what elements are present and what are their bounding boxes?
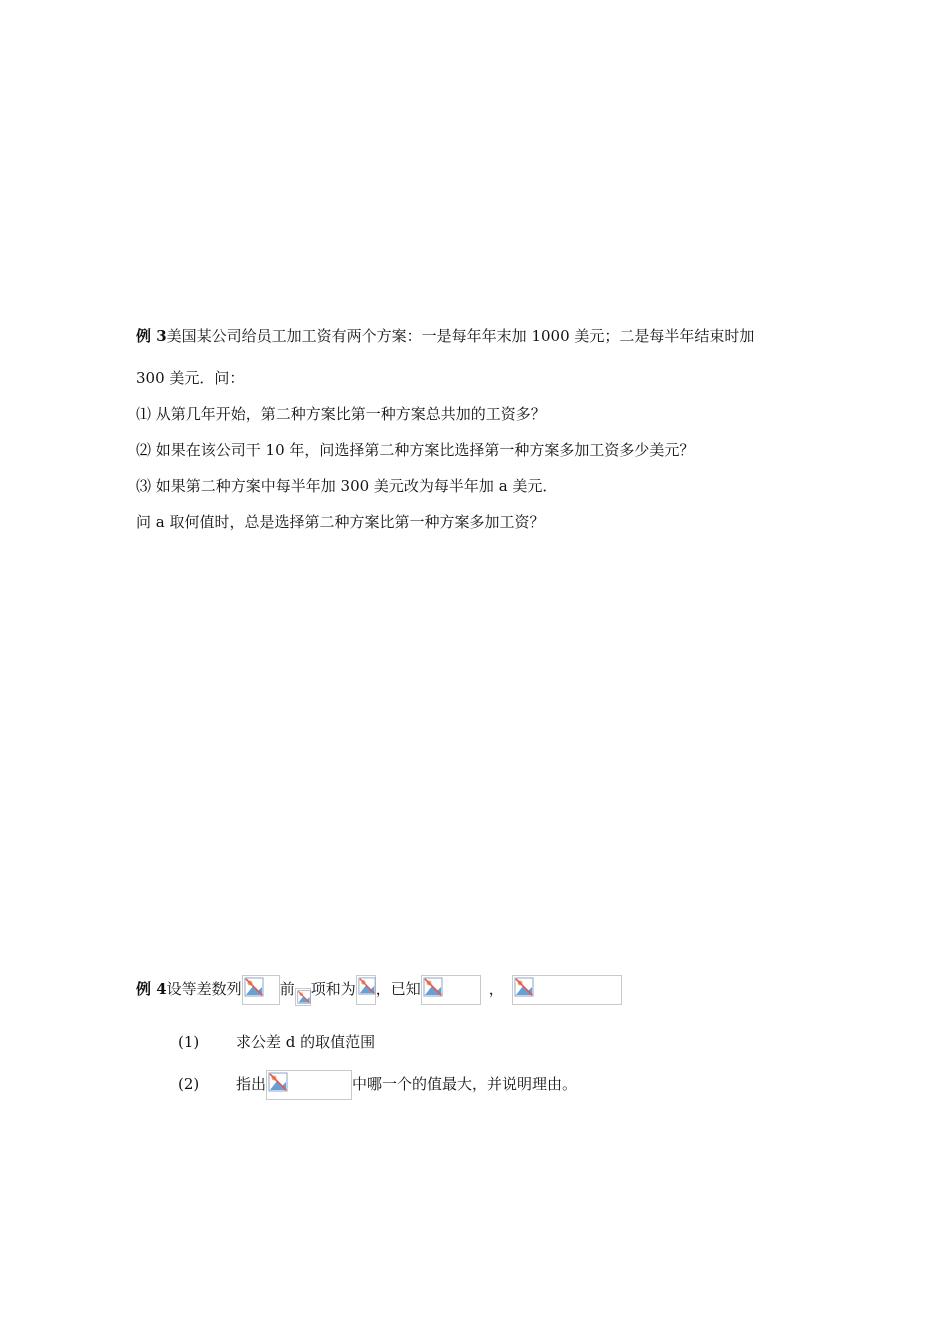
example3-question-2: ⑵ 如果在该公司干 10 年，问选择第二种方案比选择第一种方案多加工资多少美元？ bbox=[136, 441, 695, 459]
broken-image-icon bbox=[514, 977, 534, 997]
example3-label: 例 3 bbox=[136, 327, 167, 345]
formula-image-n bbox=[295, 988, 311, 1006]
example3-question-1: ⑴ 从第几年开始，第二种方案比第一种方案总共加的工资多？ bbox=[136, 405, 546, 423]
example3-text1: 美国某公司给员工加工资有两个方案：一是每年年末加 1000 美元；二是每半年结束时加 bbox=[166, 327, 755, 345]
example4-label: 例 4 bbox=[136, 980, 167, 998]
item-number: (1) bbox=[178, 1033, 200, 1051]
example3-line1 bbox=[136, 326, 754, 346]
example4-text4: ，已知 bbox=[375, 980, 421, 998]
item-number: (2) bbox=[178, 1075, 200, 1093]
broken-image-icon bbox=[244, 977, 264, 997]
broken-image-icon bbox=[358, 977, 376, 995]
broken-image-icon bbox=[423, 977, 443, 997]
formula-image-condition bbox=[512, 975, 622, 1005]
formula-image-sn bbox=[356, 975, 376, 1005]
example4-line bbox=[136, 974, 622, 1006]
example3-line2: 300 美元．问： bbox=[136, 369, 245, 387]
formula-image-sequence bbox=[242, 975, 280, 1005]
example4-text5: ， bbox=[488, 980, 504, 998]
broken-image-icon bbox=[268, 1072, 288, 1092]
example4-text3: 项和为 bbox=[310, 980, 356, 998]
example4-text1: 设等差数列 bbox=[166, 980, 242, 998]
example4-item-2 bbox=[178, 1070, 577, 1100]
formula-image-sums bbox=[266, 1070, 352, 1100]
example4-item-1 bbox=[178, 1032, 375, 1052]
example3-question-3b: 问 a 取何值时，总是选择第二种方案比第一种方案多加工资？ bbox=[136, 513, 545, 531]
item-text: 求公差 d 的取值范围 bbox=[236, 1033, 376, 1051]
item-text-after: 中哪一个的值最大，并说明理由。 bbox=[352, 1075, 578, 1093]
example4-text2: 前 bbox=[279, 980, 295, 998]
example3-question-3: ⑶ 如果第二种方案中每半年加 300 美元改为每半年加 a 美元． bbox=[136, 477, 558, 495]
formula-image-given bbox=[421, 975, 481, 1005]
item-text-before: 指出 bbox=[236, 1075, 267, 1093]
broken-image-icon bbox=[297, 990, 311, 1004]
